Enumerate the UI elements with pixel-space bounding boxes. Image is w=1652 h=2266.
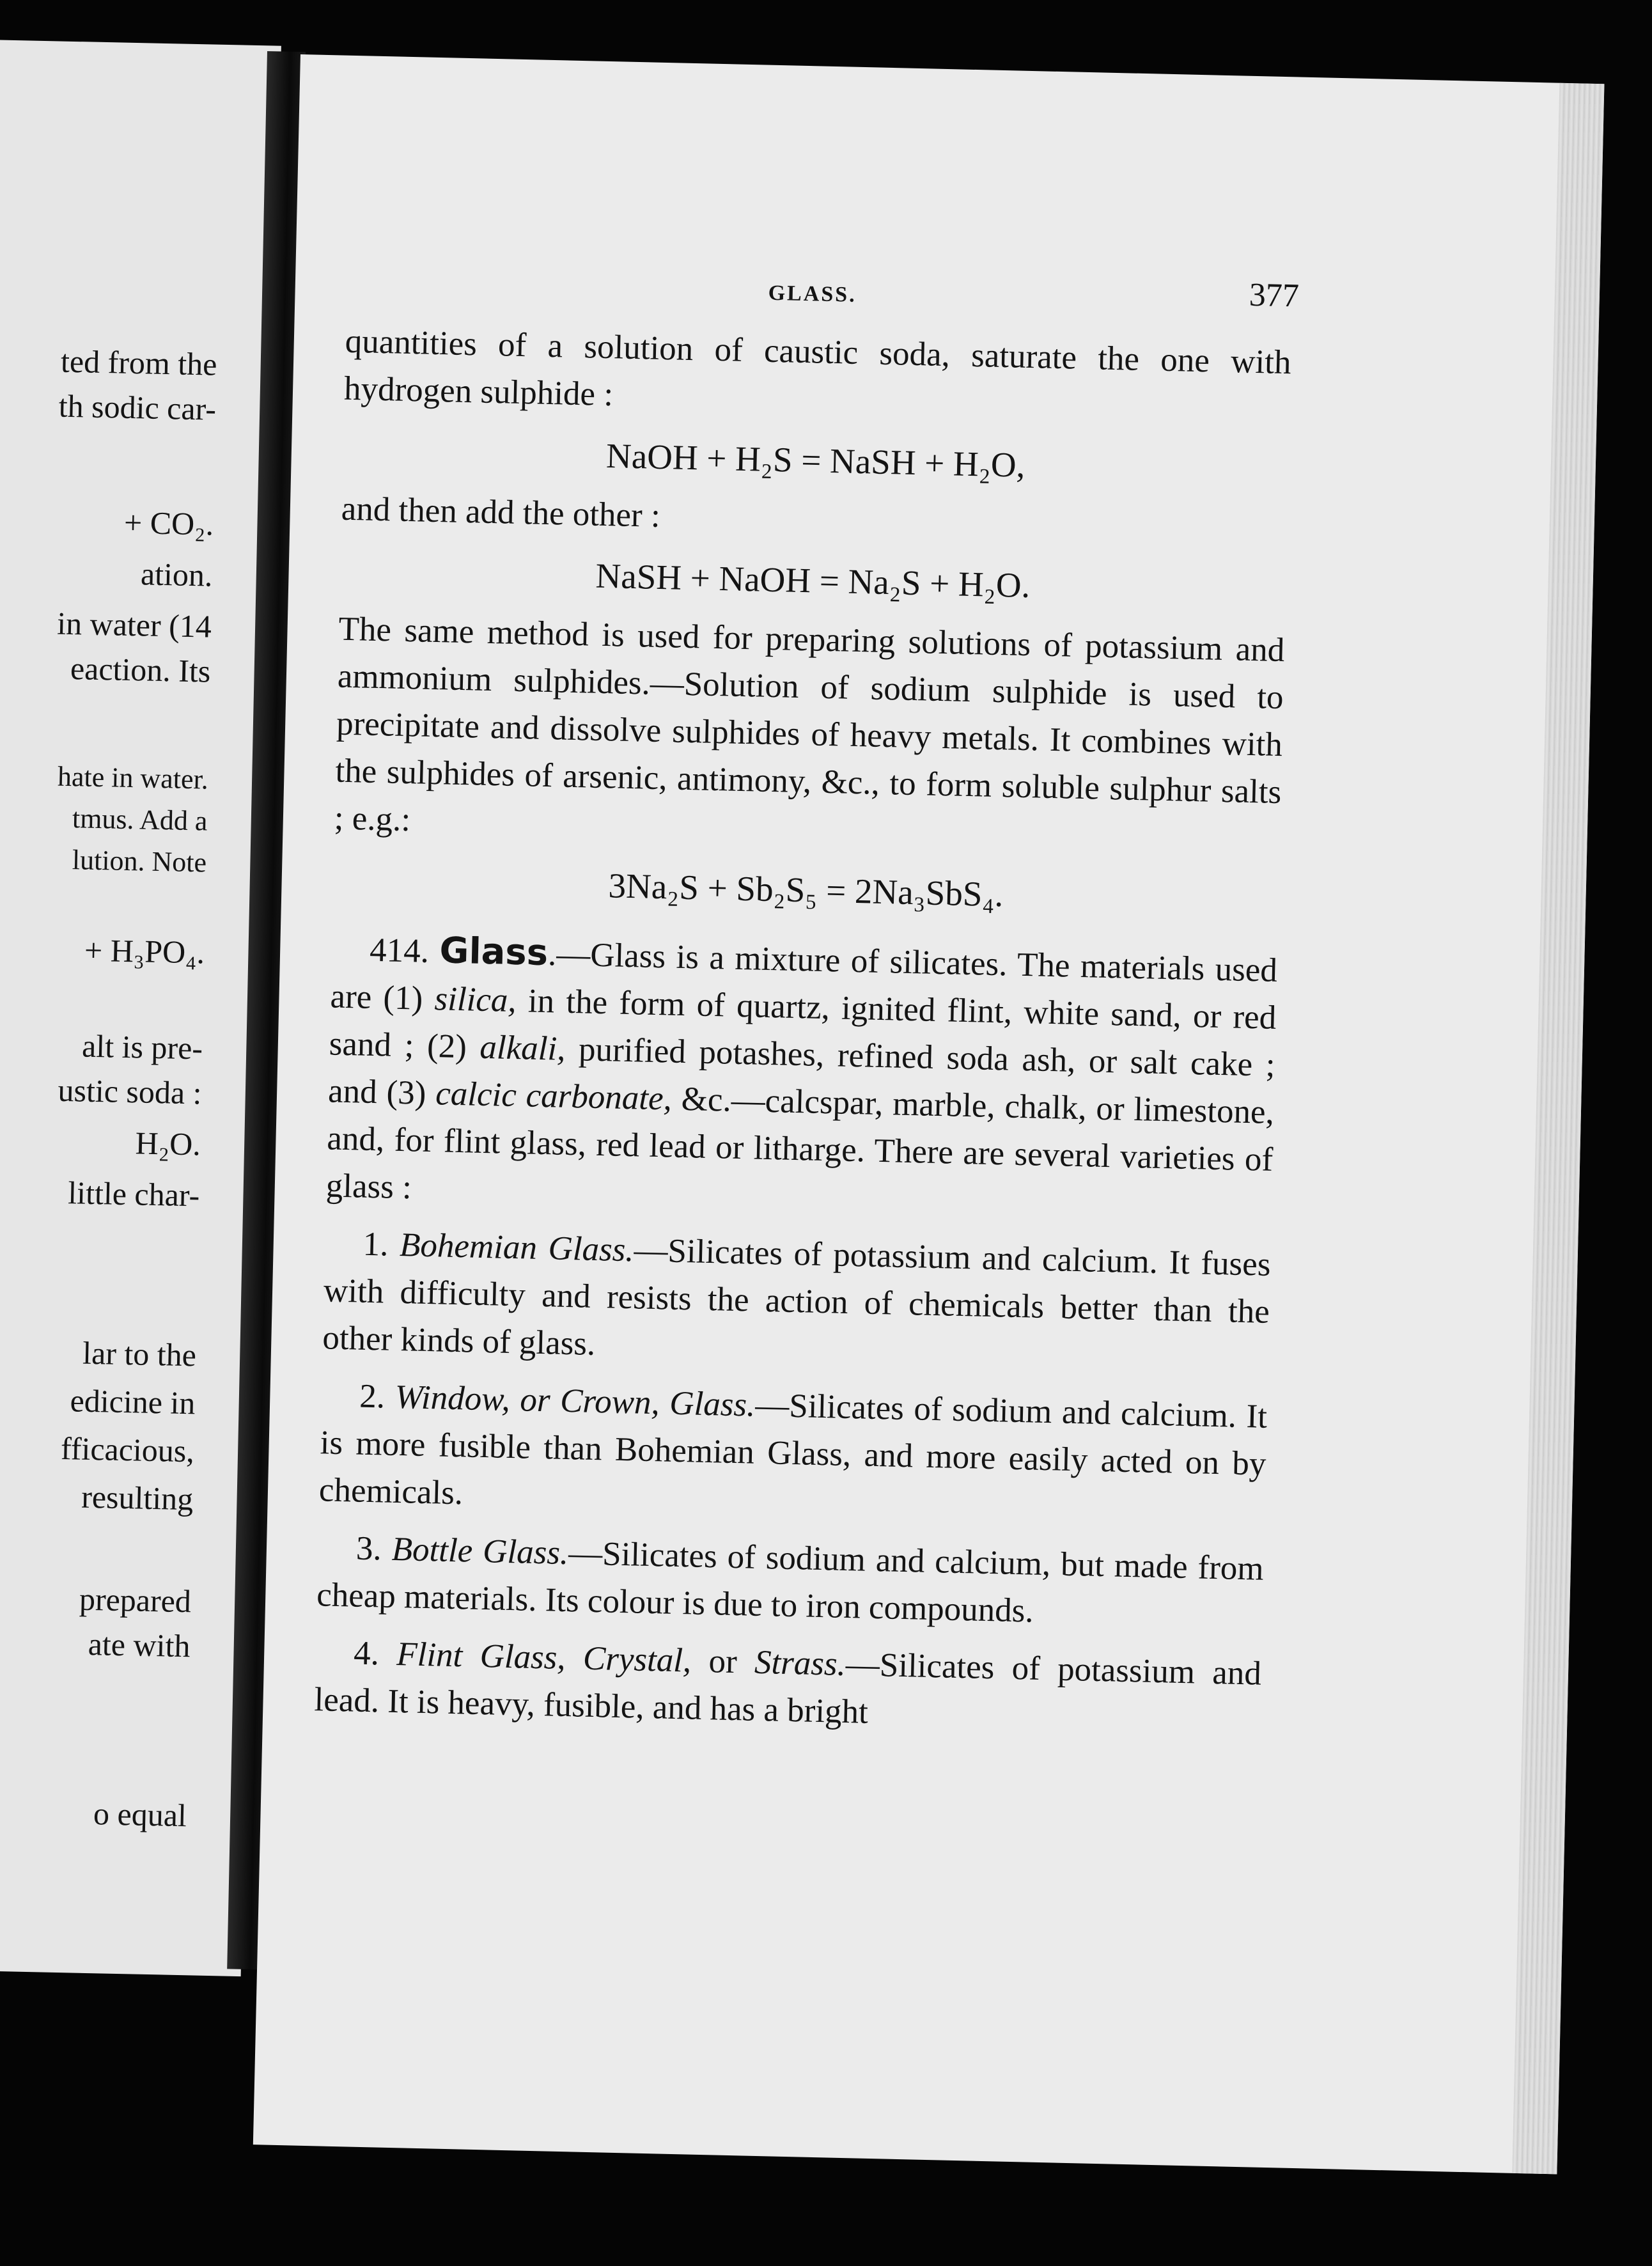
section-text: .—Glass is a mixture of silicates. The materials used are (1) — [329, 935, 1278, 1018]
right-page — [253, 54, 1605, 2174]
left-page-fragment: ate with — [88, 1625, 191, 1664]
list-item — [314, 1629, 1262, 1745]
list-item — [316, 1524, 1265, 1640]
paragraph: The same method is used for preparing solutions of potassium and ammonium sulphides.—Solution of sodium sulphide is used to precipitate and dissolve sulphides of heavy metals. It combines with the sulphides of arsenic, antimony, &c., to form soluble sulphur salts ; e.g.: — [334, 610, 1285, 839]
item-text: —Silicates of potassium and calcium. It fuses with difficulty and resists the action of chemicals better than the other kinds of glass. — [322, 1231, 1272, 1363]
section-title: Glass — [439, 930, 549, 974]
item-name: Strass. — [754, 1643, 846, 1683]
item-text: —Silicates of sodium and calcium, but made from cheap materials. Its colour is due to iron compounds. — [316, 1535, 1265, 1630]
left-page-fragment: prepared — [79, 1581, 192, 1620]
equation: 3Na₂S + Sb₂S₅ = 2Na₃SbS₄. — [608, 866, 1004, 914]
left-page-fragment: + CO₂. — [123, 504, 214, 542]
item-name: Window, or Crown, Glass. — [394, 1378, 756, 1424]
item-number: 4. — [353, 1634, 380, 1673]
item-number: 1. — [362, 1225, 389, 1263]
left-page-fragment: lution. Note — [72, 844, 207, 879]
section-text: in the form of quartz, ignited flint, white sand, or red sand ; (2) — [329, 982, 1277, 1066]
term-alkali: alkali, — [479, 1028, 566, 1068]
left-page-fragment: in water (14 — [56, 605, 212, 645]
term-silica: silica, — [433, 980, 517, 1020]
page-content — [313, 260, 1300, 1745]
list-item — [322, 1219, 1272, 1383]
item-text: —Silicates of sodium and calcium. It is more fusible than Bohemian Glass, and more easily acted on by chemicals. — [318, 1386, 1268, 1512]
left-page-fragment: ustic soda : — [58, 1072, 203, 1111]
item-name: Bottle Glass. — [391, 1530, 569, 1572]
item-text: or — [690, 1642, 755, 1681]
item-text: —Silicates of potassium and lead. It is heavy, fusible, and has a bright — [313, 1646, 1262, 1731]
left-page-fragment: little char- — [67, 1175, 200, 1214]
left-page-fragment: th sodic car- — [58, 387, 217, 427]
left-page-fragment: hate in water. — [57, 760, 209, 795]
item-name: Flint Glass, Crystal, — [396, 1636, 692, 1680]
section-paragraph — [325, 925, 1278, 1230]
term-calcic-carbonate: calcic carbonate, — [435, 1075, 673, 1118]
page-number: 377 — [1249, 276, 1300, 315]
section-text: &c.—calcspar, marble, chalk, or limestone, and, for flint glass, red lead or litharge. There are several varieties of glass : — [325, 1080, 1275, 1207]
left-page-fragment: o equal — [93, 1795, 187, 1834]
left-page-fragment: H₂O. — [135, 1125, 201, 1162]
left-page-fragment: edicine in — [70, 1382, 196, 1421]
section-text: purified potashes, refined soda ash, or salt cake ; and (3) — [327, 1030, 1276, 1113]
list-item — [318, 1371, 1268, 1535]
page-edge — [1512, 83, 1604, 2175]
paragraph: quantities of a solution of caustic soda, saturate the one with hydrogen sulphide : — [343, 322, 1292, 414]
item-number: 3. — [355, 1529, 382, 1568]
equation: NaOH + H₂S = NaSH + H₂O, — [605, 436, 1026, 485]
running-head: GLASS. — [768, 281, 857, 307]
left-page-fragment: ted from the — [60, 343, 218, 382]
item-number: 2. — [359, 1377, 386, 1416]
equation: NaSH + NaOH = Na₂S + H₂O. — [595, 556, 1031, 606]
left-page-fragment: + H₃PO₄. — [84, 932, 205, 971]
left-page-fragment: eaction. Its — [70, 650, 211, 689]
left-page-fragment: tmus. Add a — [72, 802, 208, 837]
section-number: 414. — [369, 931, 430, 970]
item-name: Bohemian Glass. — [399, 1226, 635, 1269]
paragraph: and then add the other : — [341, 490, 661, 535]
left-page-fragment: fficacious, — [60, 1430, 195, 1469]
left-page-fragment: resulting — [81, 1478, 194, 1517]
left-page-fragment: lar to the — [82, 1334, 197, 1373]
left-page-fragment: ation. — [140, 556, 214, 593]
left-page-fragment: alt is pre- — [81, 1028, 203, 1067]
